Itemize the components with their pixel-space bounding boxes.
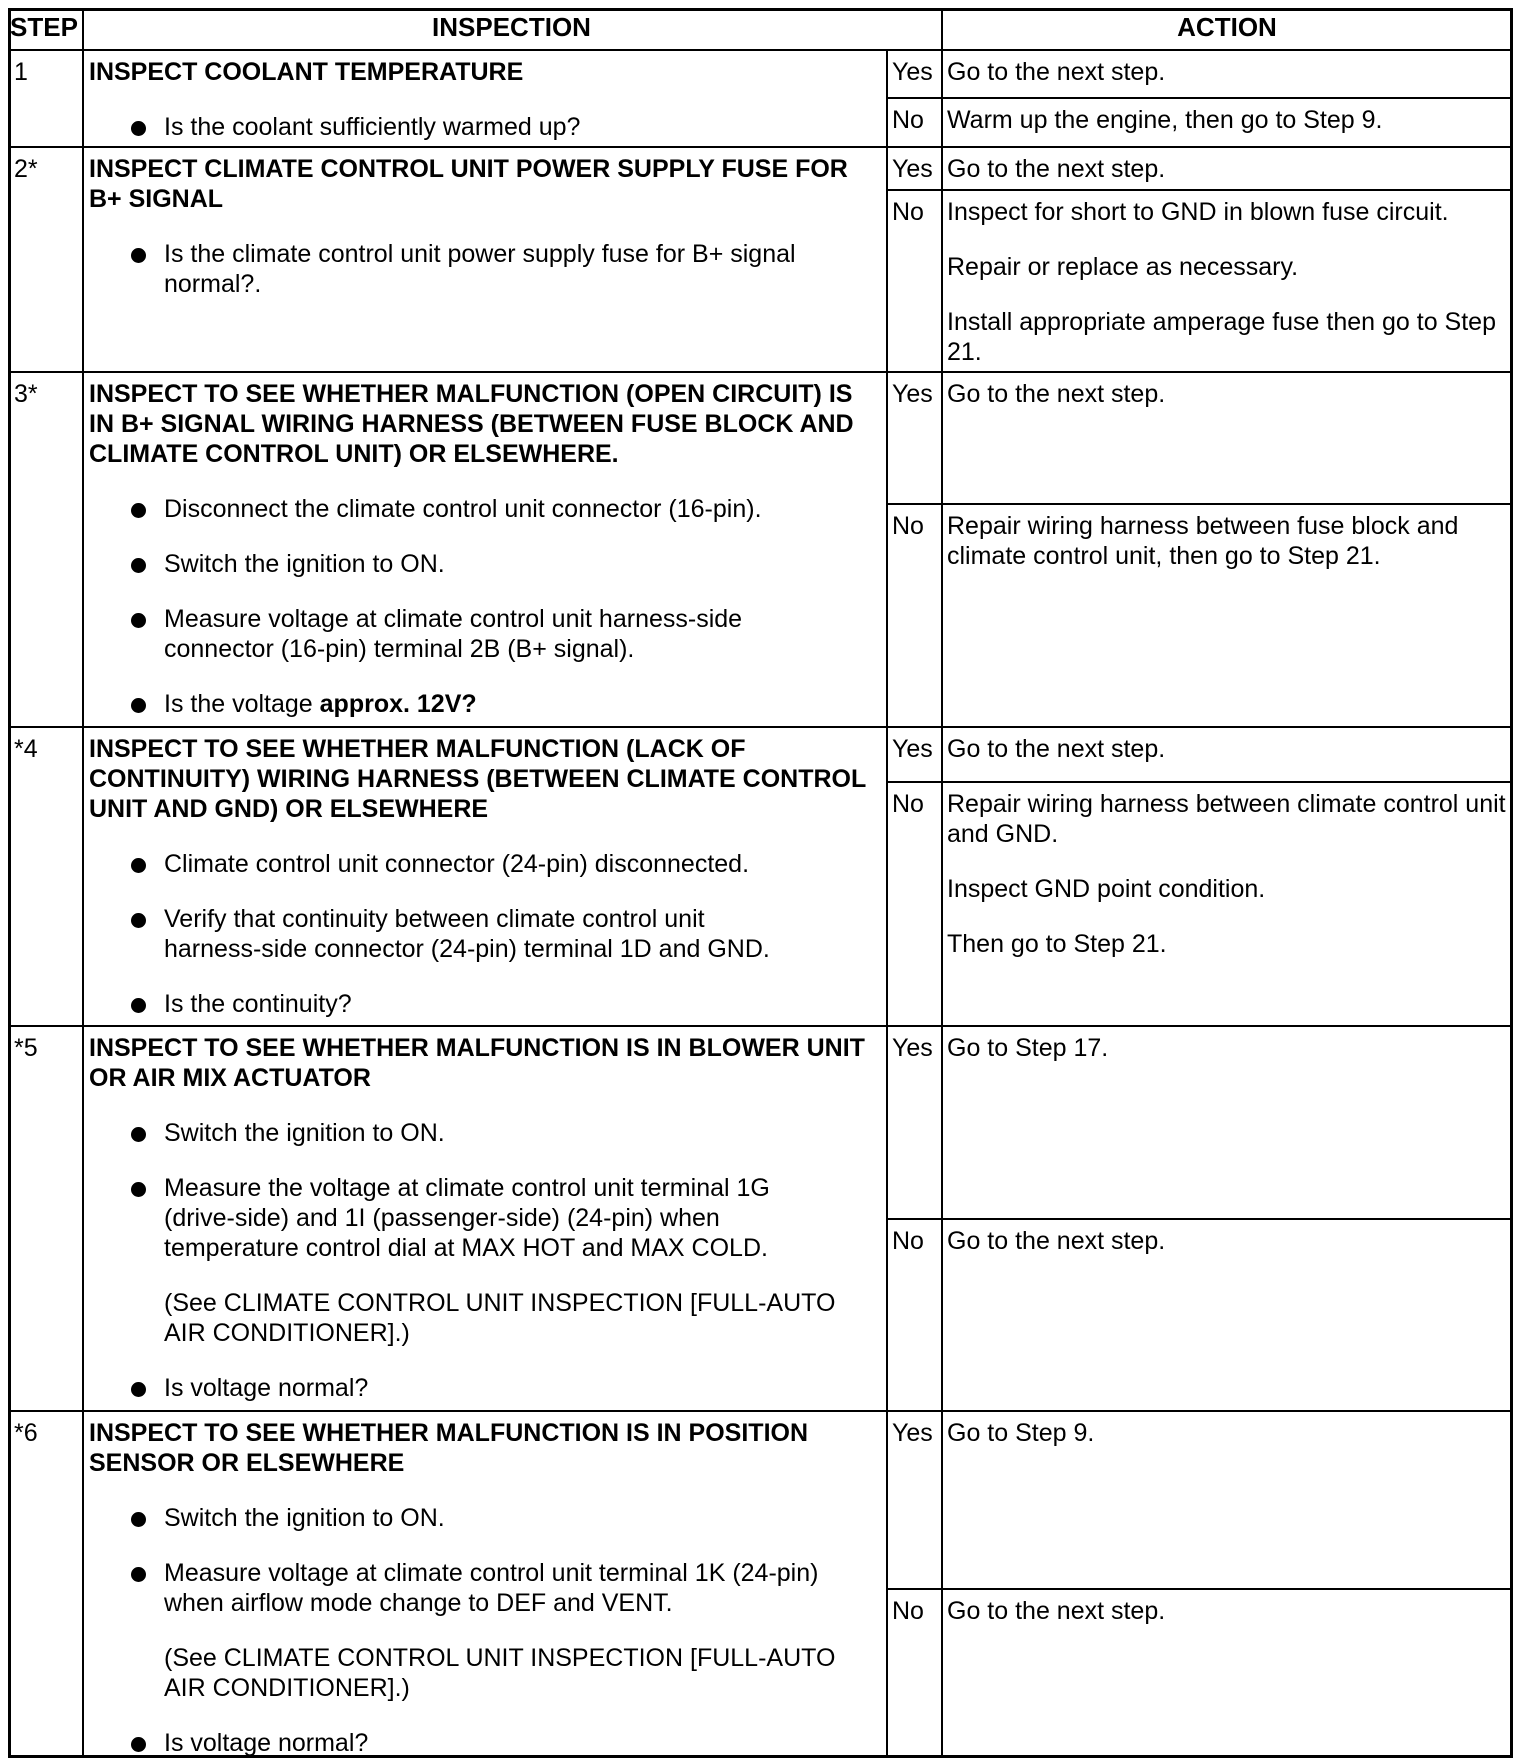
yes-label: Yes: [892, 735, 933, 763]
bullet-icon: [131, 121, 146, 136]
bullet-icon: [131, 998, 146, 1013]
yes-no-divider: [886, 1218, 1510, 1220]
item-text: AIR CONDITIONER].): [164, 1674, 410, 1702]
header-divider: [8, 49, 1513, 51]
yes-no-divider: [886, 781, 1510, 783]
bullet-icon: [131, 1382, 146, 1397]
item-text: (See CLIMATE CONTROL UNIT INSPECTION [FULL-AUTO: [164, 1644, 836, 1672]
bullet-icon: [131, 698, 146, 713]
yes-label: Yes: [892, 1419, 933, 1447]
no-action-text: Go to the next step.: [947, 1227, 1166, 1255]
no-action-text: Repair wiring harness between climate control unit: [947, 790, 1506, 818]
no-label: No: [892, 790, 924, 818]
step-title: CLIMATE CONTROL UNIT) OR ELSEWHERE.: [89, 440, 619, 468]
table-border-right: [1510, 8, 1513, 1758]
step-title: INSPECT TO SEE WHETHER MALFUNCTION (LACK OF: [89, 735, 746, 763]
no-action-text: Warm up the engine, then go to Step 9.: [947, 106, 1383, 134]
item-text: AIR CONDITIONER].): [164, 1319, 410, 1347]
bullet-icon: [131, 248, 146, 263]
yes-no-divider: [886, 503, 1510, 505]
yes-action-text: Go to the next step.: [947, 735, 1166, 763]
yes-no-divider: [886, 97, 1510, 99]
row-divider: [8, 726, 1513, 728]
item-text: harness-side connector (24-pin) terminal 1D and GND.: [164, 935, 770, 963]
header-inspection: INSPECTION: [432, 12, 591, 42]
no-action-text: climate control unit, then go to Step 21.: [947, 542, 1381, 570]
column-divider-yesno: [886, 49, 888, 1758]
yes-label: Yes: [892, 380, 933, 408]
column-divider-step: [82, 8, 84, 1758]
no-action-text: Repair or replace as necessary.: [947, 253, 1299, 281]
no-label: No: [892, 1227, 924, 1255]
no-label: No: [892, 512, 924, 540]
item-text: connector (16-pin) terminal 2B (B+ signal).: [164, 635, 635, 663]
item-text: Measure voltage at climate control unit harness-side: [164, 605, 743, 633]
table-border-top: [8, 8, 1513, 11]
item-text: temperature control dial at MAX HOT and MAX COLD.: [164, 1234, 768, 1262]
yes-label: Yes: [892, 1034, 933, 1062]
item-text: Is voltage normal?: [164, 1374, 369, 1402]
yes-action-text: Go to Step 17.: [947, 1034, 1109, 1062]
bullet-icon: [131, 1737, 146, 1752]
item-text: Switch the ignition to ON.: [164, 1504, 445, 1532]
no-action-text: Inspect for short to GND in blown fuse circuit.: [947, 198, 1449, 226]
yes-label: Yes: [892, 155, 933, 183]
row-divider: [8, 1410, 1513, 1412]
row-divider: [8, 371, 1513, 373]
step-title: INSPECT TO SEE WHETHER MALFUNCTION IS IN POSITION: [89, 1419, 809, 1447]
step-title: INSPECT CLIMATE CONTROL UNIT POWER SUPPLY FUSE FOR: [89, 155, 848, 183]
item-text: Is the climate control unit power supply fuse for B+ signal: [164, 240, 796, 268]
item-text: normal?.: [164, 270, 262, 298]
yes-no-divider: [886, 1588, 1510, 1590]
no-action-text: Install appropriate amperage fuse then go to Step: [947, 308, 1496, 336]
no-action-text: Then go to Step 21.: [947, 930, 1167, 958]
item-text: Is the continuity?: [164, 990, 352, 1018]
bullet-icon: [131, 858, 146, 873]
yes-label: Yes: [892, 58, 933, 86]
bullet-icon: [131, 1182, 146, 1197]
bullet-icon: [131, 558, 146, 573]
no-label: No: [892, 198, 924, 226]
item-text: (See CLIMATE CONTROL UNIT INSPECTION [FULL-AUTO: [164, 1289, 836, 1317]
row-divider: [8, 146, 1513, 148]
header-action: ACTION: [1177, 12, 1277, 42]
item-text: Switch the ignition to ON.: [164, 550, 445, 578]
row-divider: [8, 1025, 1513, 1027]
item-text: Is the coolant sufficiently warmed up?: [164, 113, 581, 141]
no-action-text: Go to the next step.: [947, 1597, 1166, 1625]
item-text: Measure voltage at climate control unit terminal 1K (24-pin): [164, 1559, 819, 1587]
step-title: OR AIR MIX ACTUATOR: [89, 1064, 371, 1092]
bullet-icon: [131, 1512, 146, 1527]
no-action-text: 21.: [947, 338, 982, 366]
bullet-icon: [131, 613, 146, 628]
step-title: INSPECT TO SEE WHETHER MALFUNCTION IS IN BLOWER UNIT: [89, 1034, 865, 1062]
item-text: Climate control unit connector (24-pin) disconnected.: [164, 850, 750, 878]
yes-action-text: Go to the next step.: [947, 380, 1166, 408]
item-text: Measure the voltage at climate control unit terminal 1G: [164, 1174, 770, 1202]
column-divider-action: [941, 8, 943, 1758]
yes-action-text: Go to Step 9.: [947, 1419, 1095, 1447]
step-number: 2*: [14, 155, 38, 183]
item-emphasis: approx. 12V?: [319, 690, 477, 718]
no-label: No: [892, 1597, 924, 1625]
step-title: CONTINUITY) WIRING HARNESS (BETWEEN CLIMATE CONTROL: [89, 765, 867, 793]
bullet-icon: [131, 503, 146, 518]
yes-action-text: Go to the next step.: [947, 155, 1166, 183]
item-text: (drive-side) and 1I (passenger-side) (24-pin) when: [164, 1204, 720, 1232]
yes-action-text: Go to the next step.: [947, 58, 1166, 86]
step-title: B+ SIGNAL: [89, 185, 224, 213]
step-number: *5: [14, 1034, 38, 1062]
item-text: when airflow mode change to DEF and VENT.: [164, 1589, 673, 1617]
item-text: Switch the ignition to ON.: [164, 1119, 445, 1147]
bullet-icon: [131, 1127, 146, 1142]
bullet-icon: [131, 1567, 146, 1582]
step-title: UNIT AND GND) OR ELSEWHERE: [89, 795, 489, 823]
no-action-text: Repair wiring harness between fuse block and: [947, 512, 1459, 540]
no-action-text: and GND.: [947, 820, 1059, 848]
item-text: Is the voltage approx. 12V?: [164, 690, 477, 718]
step-number: 1: [14, 58, 28, 86]
step-title: INSPECT TO SEE WHETHER MALFUNCTION (OPEN CIRCUIT) IS: [89, 380, 853, 408]
step-number: 3*: [14, 380, 38, 408]
no-action-text: Inspect GND point condition.: [947, 875, 1266, 903]
step-title: SENSOR OR ELSEWHERE: [89, 1449, 405, 1477]
step-number: *4: [14, 735, 38, 763]
item-text: Is voltage normal?: [164, 1729, 369, 1757]
step-title: IN B+ SIGNAL WIRING HARNESS (BETWEEN FUSE BLOCK AND: [89, 410, 854, 438]
step-number: *6: [14, 1419, 38, 1447]
table-border-left: [8, 8, 11, 1758]
item-text: Disconnect the climate control unit connector (16-pin).: [164, 495, 762, 523]
yes-no-divider: [886, 189, 1510, 191]
header-step: STEP: [10, 12, 78, 42]
item-text: Verify that continuity between climate control unit: [164, 905, 705, 933]
no-label: No: [892, 106, 924, 134]
step-title: INSPECT COOLANT TEMPERATURE: [89, 58, 524, 86]
bullet-icon: [131, 913, 146, 928]
